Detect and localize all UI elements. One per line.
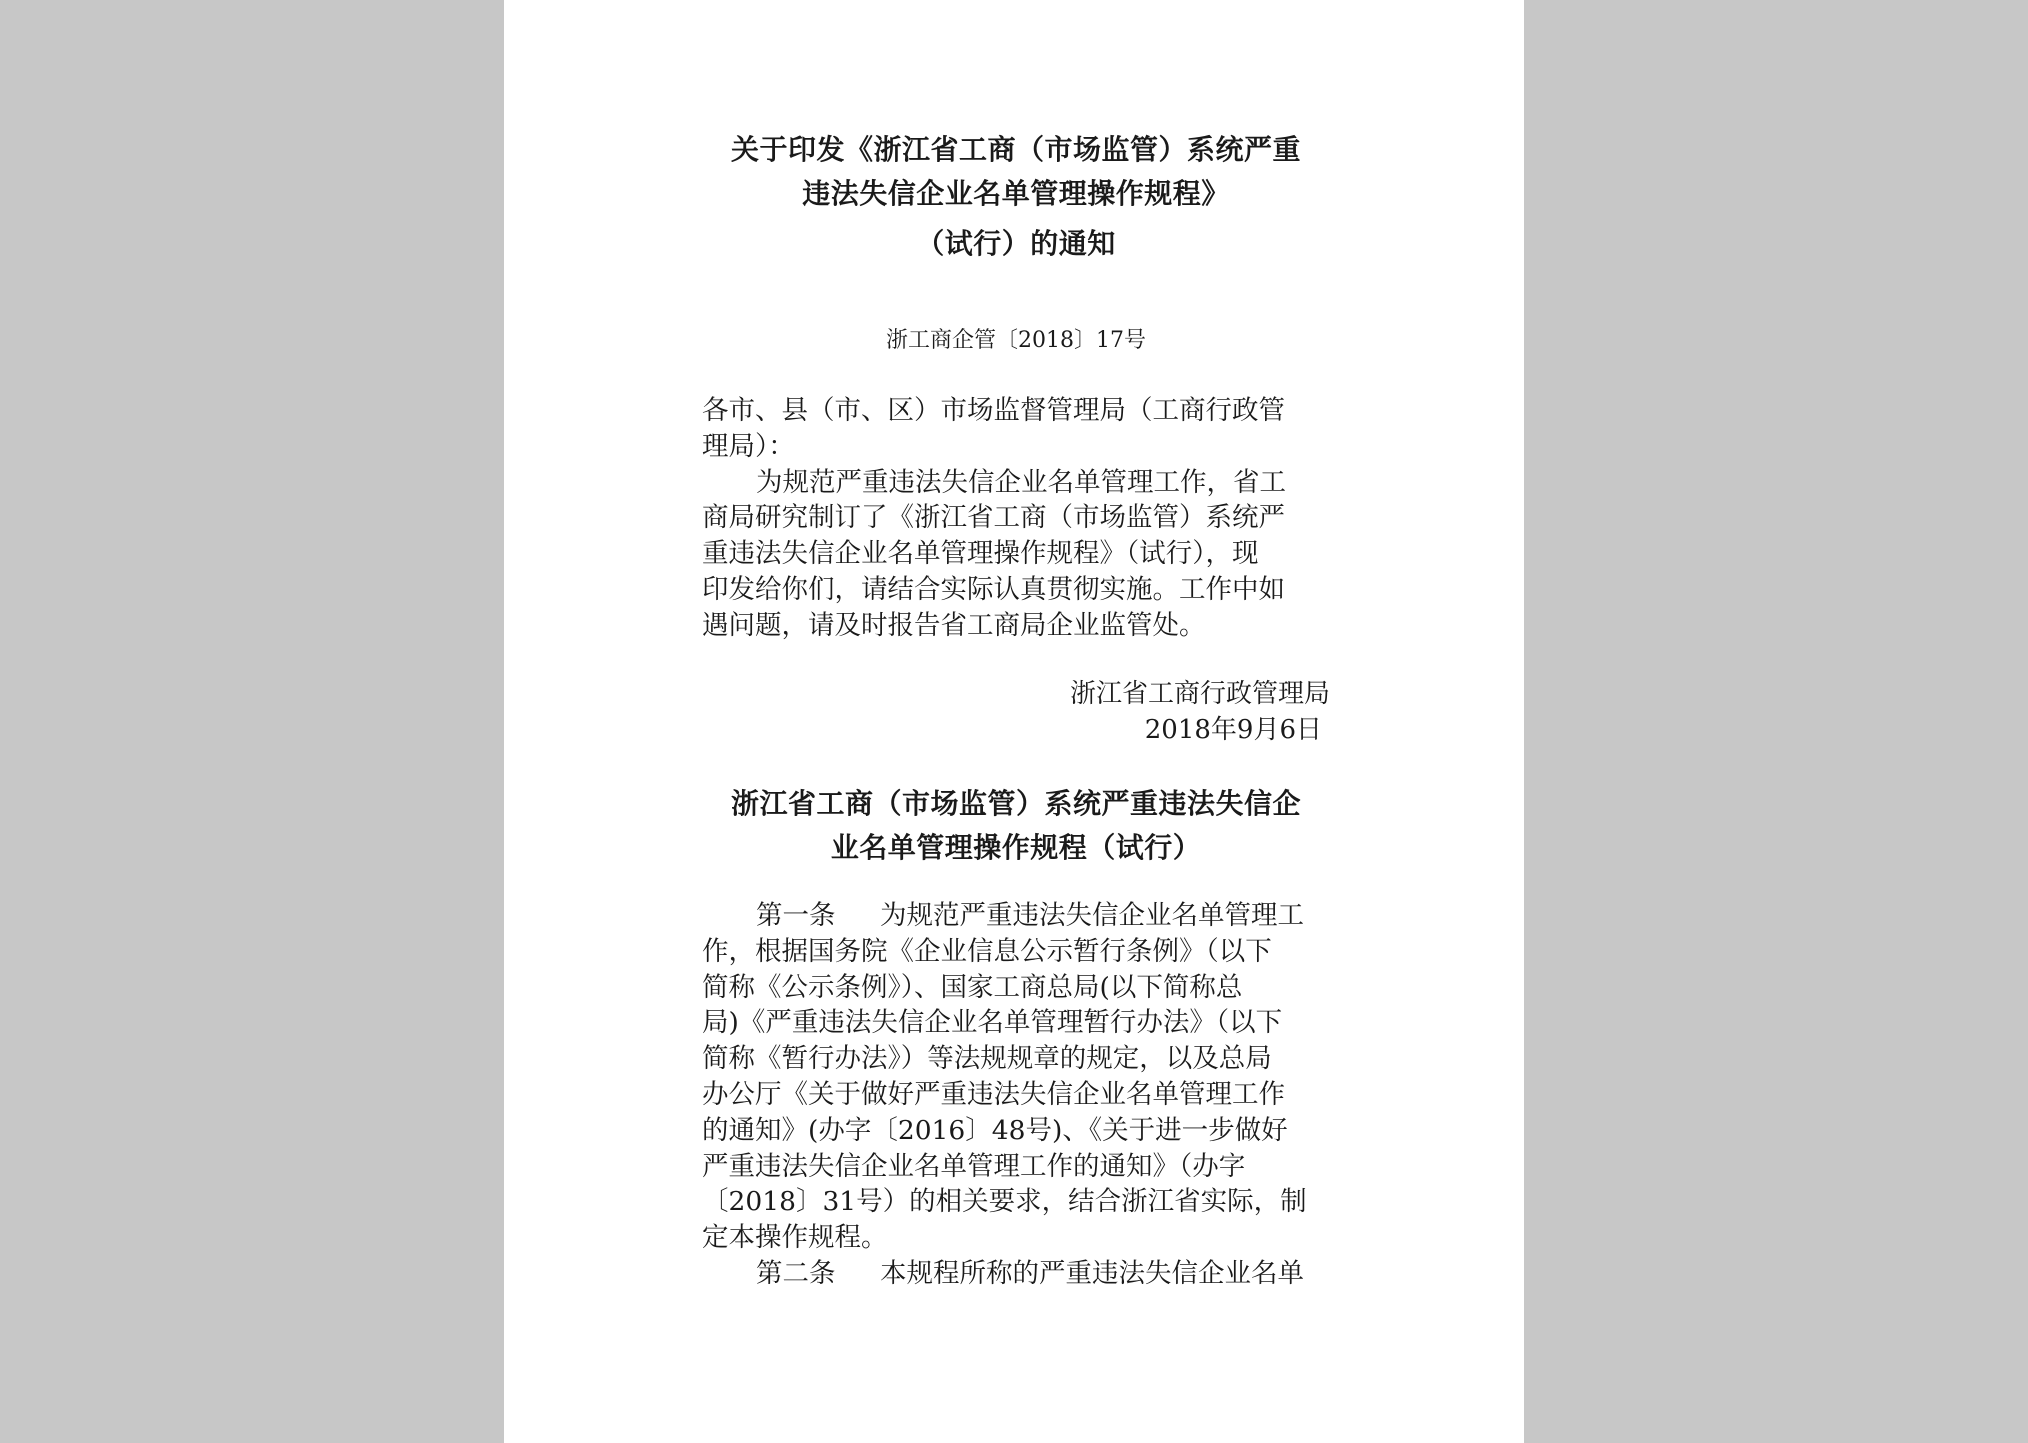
body-line: 遇问题，请及时报告省工商局企业监管处。	[702, 609, 1206, 641]
article-2-label: 第二条	[756, 1257, 836, 1289]
article-1-line: 简称《暂行办法》）等法规规章的规定，以及总局	[702, 1043, 1272, 1075]
article-1-line: 的通知》(办字〔2016〕48号)、《关于进一步做好	[702, 1114, 1288, 1146]
regulation-title	[702, 782, 1330, 870]
recipient-line: 各市、县（市、区）市场监督管理局（工商行政管	[702, 395, 1285, 426]
notice-title	[702, 128, 1330, 266]
regulation-body	[702, 898, 1330, 1292]
article-1-line: 局)《严重违法失信企业名单管理暂行办法》（以下	[702, 1007, 1283, 1039]
article-2-text: 本规程所称的严重违法失信企业名单	[880, 1257, 1304, 1289]
notice-title-line: 违法失信企业名单管理操作规程》	[802, 177, 1230, 210]
notice-title-line: 关于印发《浙江省工商（市场监管）系统严重	[730, 133, 1301, 166]
recipient-line: 理局）：	[702, 430, 795, 462]
article-1-line: 定本操作规程。	[702, 1222, 888, 1254]
article-1-line: 作，根据国务院《企业信息公示暂行条例》（以下	[702, 935, 1272, 967]
article-1-line: 〔2018〕31号）的相关要求，结合浙江省实际，制	[702, 1186, 1307, 1218]
article-1-line: 严重违法失信企业名单管理工作的通知》（办字	[702, 1150, 1246, 1182]
document-number: 浙工商企管〔2018〕17号	[886, 328, 1146, 353]
article-1-first-line	[702, 898, 1330, 934]
notice-body	[702, 393, 1330, 644]
body-line: 商局研究制订了《浙江省工商（市场监管）系统严	[702, 502, 1285, 534]
document-page	[504, 0, 1524, 1443]
article-1-line: 办公厅《关于做好严重违法失信企业名单管理工作	[702, 1078, 1285, 1110]
issuer-name: 浙江省工商行政管理局	[1069, 679, 1330, 709]
article-1-text: 为规范严重违法失信企业名单管理工	[880, 900, 1304, 931]
signature-block	[702, 676, 1330, 748]
regulation-title-line: 浙江省工商（市场监管）系统严重违法失信企	[730, 787, 1301, 820]
issue-date: 2018年9月6日	[1144, 715, 1322, 745]
regulation-title-line: 业名单管理操作规程（试行）	[830, 831, 1202, 864]
body-line: 印发给你们，请结合实际认真贯彻实施。工作中如	[702, 573, 1285, 605]
notice-title-line: （试行）的通知	[916, 227, 1116, 260]
article-2-first-line	[702, 1256, 1330, 1292]
body-line: 重违法失信企业名单管理操作规程》（试行），现	[702, 538, 1259, 570]
article-1-line: 简称《公示条例》）、国家工商总局(以下简称总	[702, 971, 1243, 1003]
article-1-label: 第一条	[756, 900, 836, 931]
body-line: 为规范严重违法失信企业名单管理工作，省工	[756, 466, 1286, 498]
